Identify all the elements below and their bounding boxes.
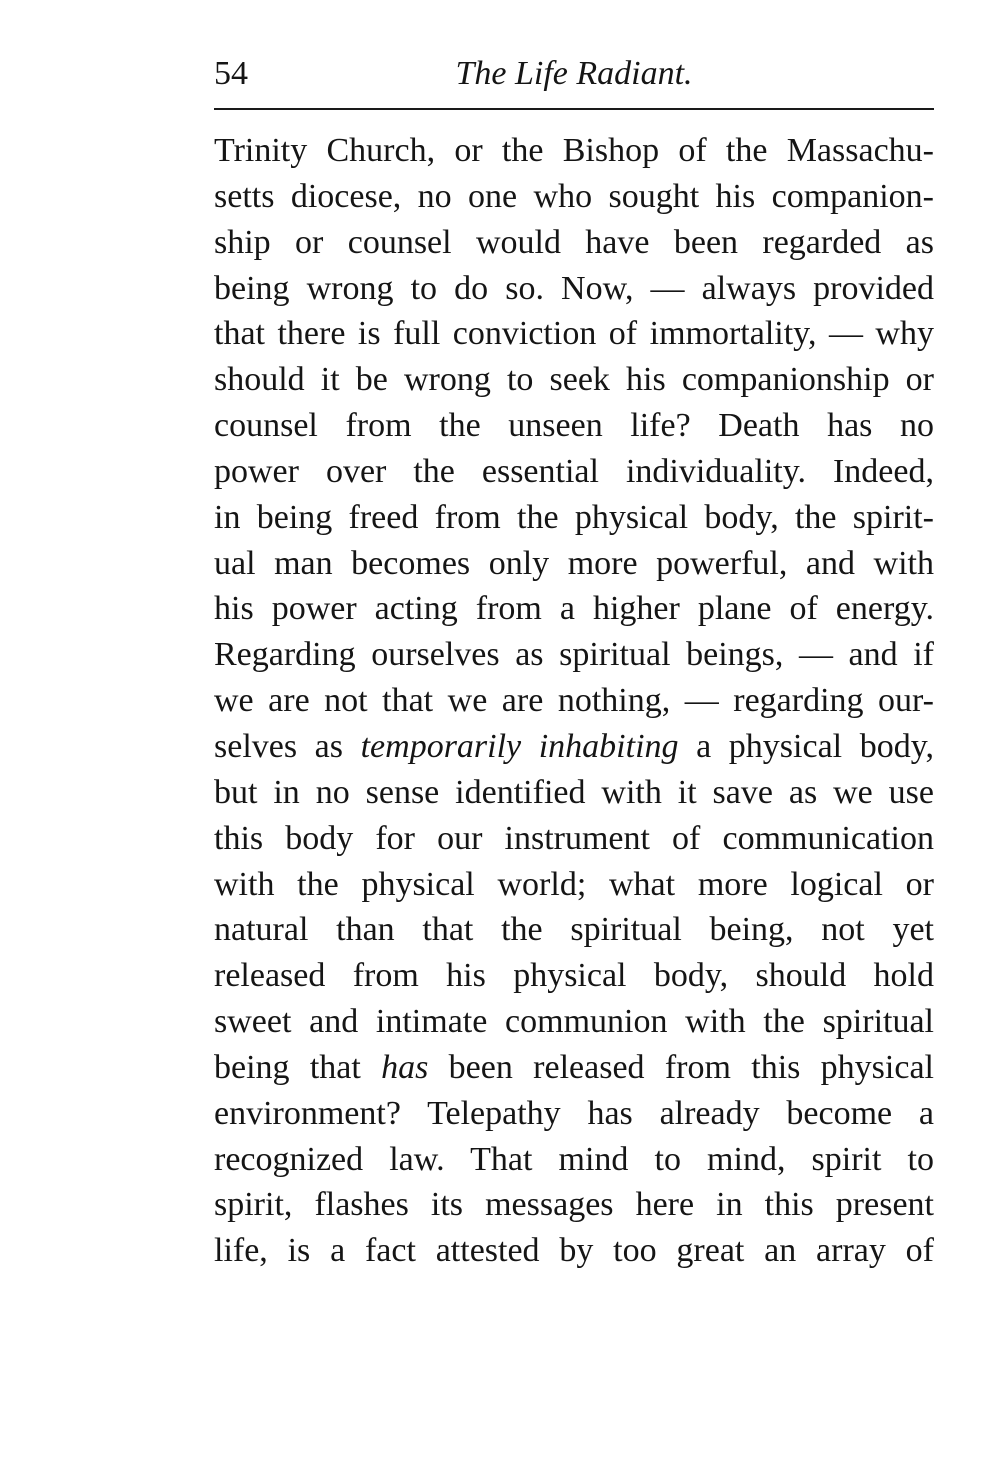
text-line-with-italic (214, 724, 934, 770)
text-line-with-italic (214, 1045, 934, 1091)
text-line: power over the essential individuality. Indeed, (214, 452, 934, 490)
body-text (214, 128, 934, 1274)
text-line: setts diocese, no one who sought his companion- (214, 177, 934, 215)
text-line: ship or counsel would have been regarded as (214, 223, 934, 261)
text-segment: being that (214, 1048, 382, 1086)
text-line: this body for our instrument of communication (214, 819, 934, 857)
text-line: should it be wrong to seek his companionship or (214, 361, 934, 399)
header-rule (214, 108, 934, 110)
text-line: that there is full conviction of immortality, — why (214, 315, 934, 353)
text-line: with the physical world; what more logical or (214, 865, 934, 903)
text-line: in being freed from the physical body, the spirit- (214, 498, 934, 536)
running-title: The Life Radiant. (455, 55, 693, 92)
text-line: spirit, flashes its messages here in this present (214, 1186, 934, 1224)
text-line: being wrong to do so. Now, — always provided (214, 269, 934, 307)
text-line: life, is a fact attested by too great an array of (214, 1232, 934, 1270)
running-head (214, 52, 934, 96)
italic-emphasis: temporarily inhabiting (360, 727, 679, 765)
text-line: his power acting from a higher plane of energy. (214, 590, 934, 628)
text-line: released from his physical body, should hold (214, 957, 934, 995)
text-line: environment? Telepathy has already become a (214, 1094, 934, 1132)
text-segment: selves as (214, 727, 361, 765)
text-line: ual man becomes only more powerful, and with (214, 544, 934, 582)
text-line: counsel from the unseen life? Death has no (214, 407, 934, 445)
page-number: 54 (214, 55, 248, 92)
text-line: Trinity Church, or the Bishop of the Massachu- (214, 132, 934, 169)
text-segment: been released from this physical (428, 1048, 934, 1086)
italic-emphasis: has (381, 1048, 429, 1086)
text-line: we are not that we are nothing, — regarding our- (214, 682, 934, 720)
text-segment: a physical body, (678, 727, 934, 765)
text-line: Regarding ourselves as spiritual beings, — and if (214, 636, 934, 674)
text-line: natural than that the spiritual being, not yet (214, 911, 934, 949)
text-line: sweet and intimate communion with the spiritual (214, 1003, 934, 1041)
text-line: recognized law. That mind to mind, spirit to (214, 1140, 934, 1178)
text-line: but in no sense identified with it save as we use (214, 773, 934, 811)
